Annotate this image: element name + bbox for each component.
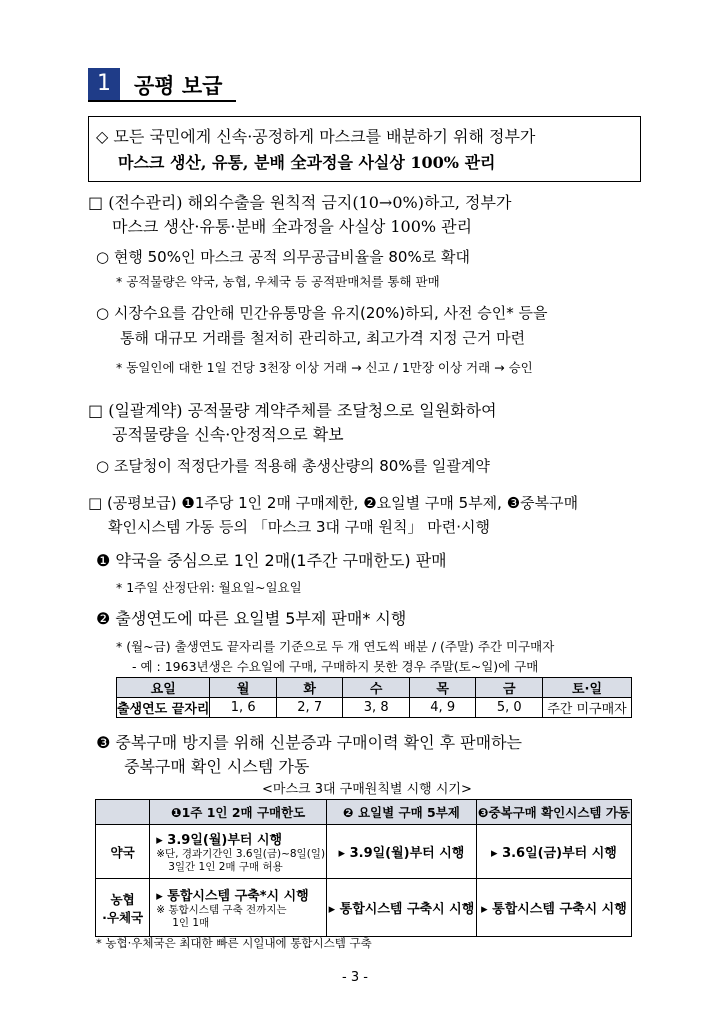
item-a-note-1: * 공적물량은 약국, 농협, 우체국 등 공적판매처를 통해 판매 xyxy=(116,274,440,289)
item-c-note-2a: * (월~금) 출생연도 끝자리를 기준으로 두 개 연도씩 배분 / (주말) 주간 미구매자 xyxy=(116,639,555,654)
nh-post-dup-check-cell: ▸ 통합시스템 구축시 시행 xyxy=(476,879,631,937)
day-table-cell: 2, 7 xyxy=(276,698,343,718)
day-table-cell: 1, 6 xyxy=(210,698,277,718)
item-c-2: ❷ 출생연도에 따른 요일별 5부제 판매* 시행 xyxy=(96,609,407,628)
pharmacy-limit-sub-1: ※단, 경과기간인 3.6일(금)~8일(일) xyxy=(156,848,326,860)
schedule-table-footnote: * 농협·우체국은 최대한 빠른 시일내에 통합시스템 구축 xyxy=(96,936,372,950)
schedule-table-row-pharmacy xyxy=(96,825,632,879)
item-c-note-2b: - 예 : 1963년생은 수요일에 구매, 구매하지 못한 경우 주말(토~일)에 구매 xyxy=(132,659,539,674)
schedule-table-header-cell: ❸중복구매 확인시스템 가동 xyxy=(476,800,631,825)
day-table-header-cell: 목 xyxy=(409,678,476,698)
nh-post-limit-cell xyxy=(150,879,327,937)
section-underline xyxy=(88,100,236,102)
day-table-cell: 4, 9 xyxy=(409,698,476,718)
item-a-line-2: 마스크 생산·유통·분배 全과정을 사실상 100% 관리 xyxy=(112,217,473,236)
day-table-cell: 3, 8 xyxy=(343,698,410,718)
row-label-nh-post xyxy=(96,879,150,937)
section-number: 1 xyxy=(88,68,120,100)
day-table-row xyxy=(117,698,632,718)
nh-post-5day-cell: ▸ 통합시스템 구축시 시행 xyxy=(327,879,477,937)
item-c-line-1: □ (공평보급) ❶1주당 1인 2매 구매제한, ❷요일별 구매 5부제, ❸중복구매 xyxy=(88,494,579,512)
item-c-3-line-1: ❸ 중복구매 방지를 위해 신분증과 구매이력 확인 후 판매하는 xyxy=(96,733,522,752)
pharmacy-limit-main: ▸ 3.9일(월)부터 시행 xyxy=(156,833,283,848)
item-a-line-1: □ (전수관리) 해외수출을 원칙적 금지(10→0%)하고, 정부가 xyxy=(88,193,512,212)
schedule-table-header-cell xyxy=(96,800,150,825)
item-a-sub-2-line-1: ○ 시장수요를 감안해 민간유통망을 유지(20%)하되, 사전 승인* 등을 xyxy=(96,304,548,322)
day-table-header-cell: 요일 xyxy=(117,678,210,698)
item-c-note-1: * 1주일 산정단위: 월요일~일요일 xyxy=(116,580,302,595)
item-b-line-2: 공적물량을 신속·안정적으로 확보 xyxy=(112,425,344,444)
summary-line-1: ◇ 모든 국민에게 신속·공정하게 마스크를 배분하기 위해 정부가 xyxy=(96,127,536,146)
row-label-nh: 농협 xyxy=(110,891,135,907)
item-a-sub-2-line-2: 통해 대규모 거래를 철저히 관리하고, 최고가격 지정 근거 마련 xyxy=(120,329,526,347)
pharmacy-5day-cell: ▸ 3.9일(월)부터 시행 xyxy=(327,825,477,879)
schedule-table-caption: <마스크 3대 구매원칙별 시행 시기> xyxy=(262,782,472,797)
item-a-sub-1: ○ 현행 50%인 마스크 공적 의무공급비율을 80%로 확대 xyxy=(96,248,470,266)
row-label-pharmacy: 약국 xyxy=(96,825,150,879)
nh-post-limit-sub-1: ※ 통합시스템 구축 전까지는 xyxy=(156,904,287,916)
schedule-table-header-row xyxy=(96,800,632,825)
pharmacy-limit-sub-2: 3일간 1인 2매 구매 허용 xyxy=(168,861,283,873)
pharmacy-limit-cell xyxy=(150,825,327,879)
day-table-header-cell: 월 xyxy=(210,678,277,698)
nh-post-limit-main: ▸ 통합시스템 구축*시 시행 xyxy=(156,889,309,904)
day-of-week-table xyxy=(116,677,632,718)
day-table-cell: 출생연도 끝자리 xyxy=(117,698,210,718)
item-b-line-1: □ (일괄계약) 공적물량 계약주체를 조달청으로 일원화하여 xyxy=(88,401,497,420)
item-c-1: ❶ 약국을 중심으로 1인 2매(1주간 구매한도) 판매 xyxy=(96,551,447,570)
schedule-table-row-nh-post xyxy=(96,879,632,937)
item-c-3-line-2: 중복구매 확인 시스템 가동 xyxy=(124,757,310,776)
day-table-header-cell: 수 xyxy=(343,678,410,698)
day-table-cell: 주간 미구매자 xyxy=(543,698,632,718)
schedule-table-header-cell: ❶1주 1인 2매 구매한도 xyxy=(150,800,327,825)
pharmacy-dup-check-cell: ▸ 3.6일(금)부터 시행 xyxy=(476,825,631,879)
item-c-line-2: 확인시스템 가동 등의 「마스크 3대 구매 원칙」 마련·시행 xyxy=(108,518,490,536)
page-number: - 3 - xyxy=(342,970,368,985)
summary-line-2: 마스크 생산, 유통, 분배 全과정을 사실상 100% 관리 xyxy=(118,153,496,172)
nh-post-limit-sub-2: 1인 1매 xyxy=(172,917,210,929)
item-a-note-2: * 동일인에 대한 1일 건당 3천장 이상 거래 → 신고 / 1만장 이상 거래 → 승인 xyxy=(116,360,533,375)
schedule-table xyxy=(95,799,632,937)
item-b-sub-1: ○ 조달청이 적정단가를 적용해 총생산량의 80%를 일괄계약 xyxy=(96,457,490,475)
day-table-cell: 5, 0 xyxy=(476,698,543,718)
day-table-header-cell: 토·일 xyxy=(543,678,632,698)
day-table-header-row xyxy=(117,678,632,698)
row-label-post: ·우체국 xyxy=(102,909,144,925)
schedule-table-header-cell: ❷ 요일별 구매 5부제 xyxy=(327,800,477,825)
section-title: 공평 보급 xyxy=(134,74,223,98)
day-table-header-cell: 금 xyxy=(476,678,543,698)
day-table-header-cell: 화 xyxy=(276,678,343,698)
